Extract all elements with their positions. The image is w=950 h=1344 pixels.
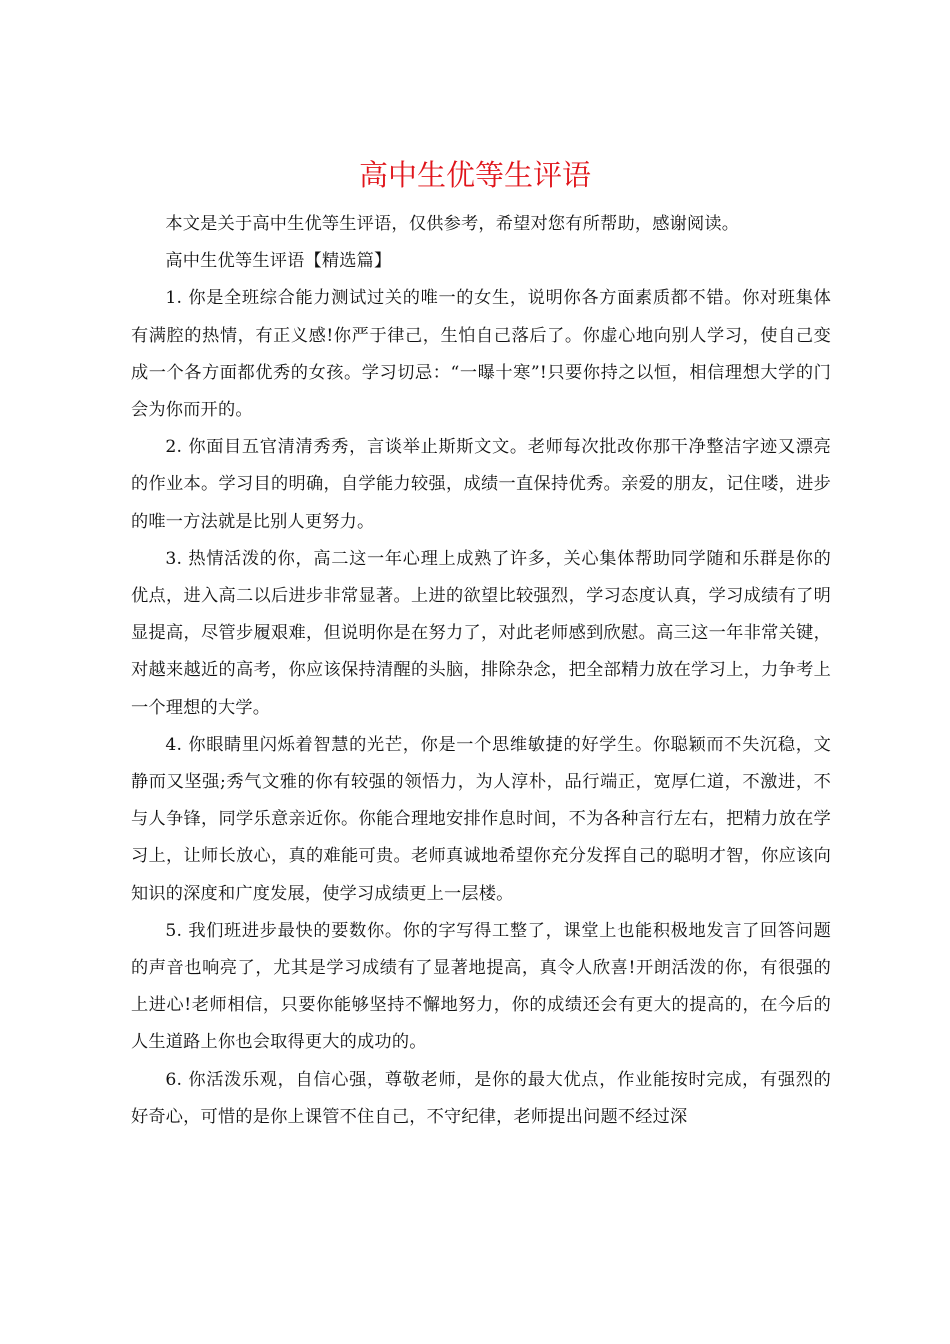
comment-item: 1. 你是全班综合能力测试过关的唯一的女生，说明你各方面素质都不错。你对班集体有满腔的热情，有正义感!你严于律己，生怕自己落后了。你虚心地向别人学习，使自己变成一个各方面都优秀的女孩。学习切忌：“一曝十寒”!只要你持之以恒，相信理想大学的门会为你而开的。	[131, 288, 831, 421]
comment-item: 6. 你活泼乐观，自信心强，尊敬老师，是你的最大优点，作业能按时完成，有强烈的好奇心，可惜的是你上课管不住自己，不守纪律，老师提出问题不经过深	[131, 1069, 831, 1127]
intro-paragraph: 本文是关于高中生优等生评语，仅供参考，希望对您有所帮助，感谢阅读。	[165, 214, 740, 234]
comment-item: 5. 我们班进步最快的要数你。你的字写得工整了，课堂上也能积极地发言了回答问题的声音也响亮了，尤其是学习成绩有了显著地提高，真令人欣喜!开朗活泼的你，有很强的上进心!老师相信，只要你能够坚持不懈地努力，你的成绩还会有更大的提高的，在今后的人生道路上你也会取得更大的成功的。	[131, 920, 831, 1053]
comment-item: 2. 你面目五官清清秀秀，言谈举止斯斯文文。老师每次批改你那干净整洁字迹又漂亮的作业本。学习目的明确，自学能力较强，成绩一直保持优秀。亲爱的朋友，记住喽，进步的唯一方法就是比别人更努力。	[131, 437, 831, 532]
section-heading: 高中生优等生评语【精选篇】	[165, 251, 392, 272]
comment-item: 3. 热情活泼的你，高二这一年心理上成熟了许多，关心集体帮助同学随和乐群是你的优点，进入高二以后进步非常显著。上进的欲望比较强烈，学习态度认真，学习成绩有了明显提高，尽管步履艰难，但说明你是在努力了，对此老师感到欣慰。高三这一年非常关键，对越来越近的高考，你应该保持清醒的头脑，排除杂念，把全部精力放在学习上，力争考上一个理想的大学。	[131, 548, 831, 718]
comment-item: 4. 你眼睛里闪烁着智慧的光芒，你是一个思维敏捷的好学生。你聪颖而不失沉稳，文静而又坚强;秀气文雅的你有较强的领悟力，为人淳朴，品行端正，宽厚仁道，不激进，不与人争锋，同学乐意亲近你。你能合理地安排作息时间，不为各种言行左右，把精力放在学习上，让师长放心，真的难能可贵。老师真诚地希望你充分发挥自己的聪明才智，你应该向知识的深度和广度发展，使学习成绩更上一层楼。	[131, 734, 831, 904]
document-body	[131, 206, 831, 1136]
document-title: 高中生优等生评语	[358, 158, 591, 193]
